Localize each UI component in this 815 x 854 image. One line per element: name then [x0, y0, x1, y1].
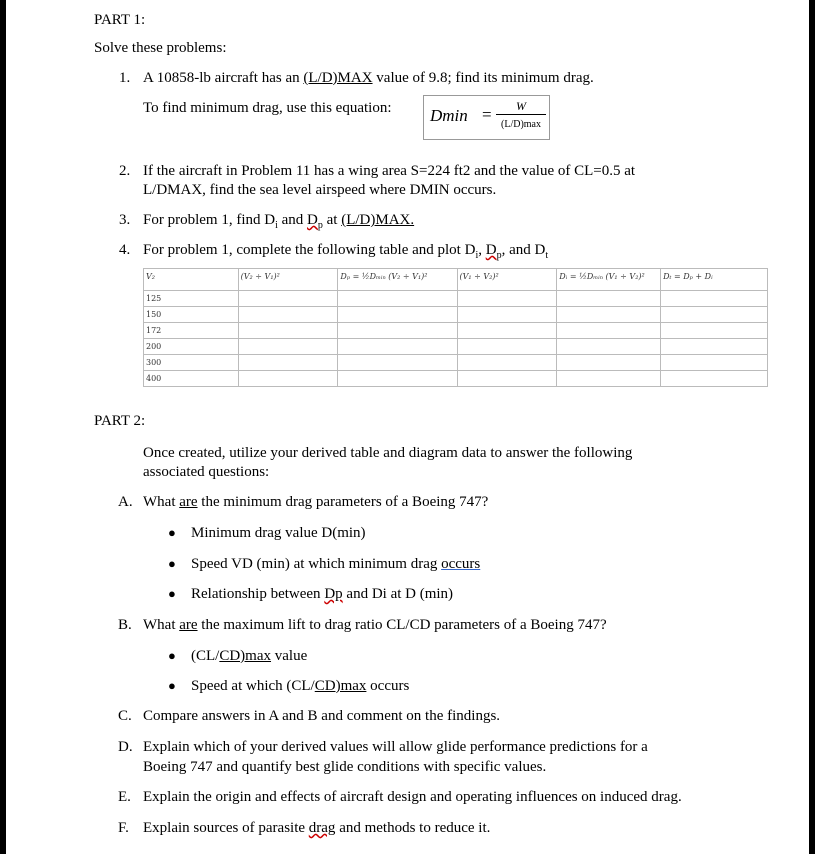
- question-d-letter: D.: [118, 739, 133, 755]
- problem-4-text: For problem 1, complete the following table and plot $D_i$, $D_p$, and $D_t$: [143, 242, 549, 261]
- question-a-text: What are the minimum drag parameters of a Boeing 747?: [143, 494, 489, 510]
- table-cell[interactable]: [338, 339, 457, 355]
- table-cell[interactable]: [338, 291, 457, 307]
- table-cell: 200: [144, 339, 239, 355]
- min-drag-equation: [423, 95, 550, 140]
- table-cell[interactable]: [557, 371, 661, 387]
- table-cell[interactable]: [661, 355, 768, 371]
- question-e-text: Explain the origin and effects of aircraft design and operating influences on induced drag.: [143, 789, 682, 805]
- table-header-cell: Dᵢ = ½Dₘᵢₙ (V₁ ÷ V₂)²: [557, 269, 661, 291]
- problem-2-number: 2.: [119, 163, 131, 179]
- table-cell[interactable]: [457, 371, 557, 387]
- bullet-icon: ●: [168, 678, 176, 693]
- table-cell[interactable]: [238, 291, 338, 307]
- question-d-line2: Boeing 747 and quantify best glide conditions with specific values.: [143, 759, 547, 775]
- problem-3-number: 3.: [119, 212, 131, 228]
- problem-3-text: For problem 1, find $D_i$ and $D_p$ at (L/D)MAX.: [143, 212, 415, 231]
- equation-lhs: Dmin: [430, 106, 468, 125]
- question-a-bullet-1: Minimum drag value D(min): [191, 525, 366, 541]
- table-header-cell: V₂: [144, 269, 239, 291]
- problem-1-text: A 10858-lb aircraft has an (L/D)MAX value of 9.8; find its minimum drag.: [143, 70, 594, 86]
- question-c-letter: C.: [118, 708, 132, 724]
- table-cell[interactable]: [338, 371, 457, 387]
- equals-sign: =: [482, 105, 492, 124]
- document-page: [6, 0, 809, 854]
- question-b-letter: B.: [118, 617, 132, 633]
- problem-2-line1: If the aircraft in Problem 11 has a wing area S=224 ft2 and the value of CL=0.5 at: [143, 163, 636, 179]
- table-cell[interactable]: [457, 323, 557, 339]
- table-cell[interactable]: [238, 339, 338, 355]
- table-row: [144, 371, 768, 387]
- part1-heading: PART 1:: [94, 12, 146, 28]
- question-c-text: Compare answers in A and B and comment on the findings.: [143, 708, 501, 724]
- problem-1-number: 1.: [119, 70, 131, 86]
- table-cell[interactable]: [661, 291, 768, 307]
- table-cell[interactable]: [338, 307, 457, 323]
- question-a-bullet-2: Speed VD (min) at which minimum drag occurs: [191, 556, 481, 572]
- table-header-row: [144, 269, 768, 291]
- bullet-icon: ●: [168, 648, 176, 663]
- table-cell[interactable]: [457, 307, 557, 323]
- table-cell[interactable]: [661, 339, 768, 355]
- part2-intro-line1: Once created, utilize your derived table and diagram data to answer the following: [143, 445, 633, 461]
- equation-denominator: (L/D)max: [501, 119, 541, 130]
- table-row: [144, 355, 768, 371]
- table-cell: 125: [144, 291, 239, 307]
- table-row: [144, 307, 768, 323]
- table-cell[interactable]: [557, 355, 661, 371]
- part1-intro: Solve these problems:: [94, 40, 227, 56]
- bullet-icon: ●: [168, 525, 176, 540]
- problem-2-line2: L/DMAX, find the sea level airspeed where DMIN occurs.: [143, 182, 497, 198]
- bullet-icon: ●: [168, 556, 176, 571]
- question-b-bullet-1: (CL/CD)max value: [191, 648, 308, 664]
- problem-4-number: 4.: [119, 242, 131, 258]
- bullet-icon: ●: [168, 586, 176, 601]
- table-cell[interactable]: [457, 291, 557, 307]
- equation-fraction: [496, 99, 546, 134]
- question-a-letter: A.: [118, 494, 133, 510]
- table-cell: 172: [144, 323, 239, 339]
- part2-intro-line2: associated questions:: [143, 464, 270, 480]
- table-cell[interactable]: [457, 339, 557, 355]
- equation-numerator: W: [516, 99, 526, 113]
- table-header-cell: (V₁ ÷ V₂)²: [457, 269, 557, 291]
- part2-heading: PART 2:: [94, 413, 146, 429]
- question-b-text: What are the maximum lift to drag ratio CL/CD parameters of a Boeing 747?: [143, 617, 607, 633]
- table-cell[interactable]: [661, 307, 768, 323]
- table-row: [144, 323, 768, 339]
- table-row: [144, 339, 768, 355]
- question-f-letter: F.: [118, 820, 129, 836]
- table-header-cell: (V₂ ÷ V₁)²: [238, 269, 338, 291]
- table-cell[interactable]: [338, 323, 457, 339]
- table-cell[interactable]: [661, 323, 768, 339]
- equation-prompt: To find minimum drag, use this equation:: [143, 100, 392, 116]
- table-cell: 300: [144, 355, 239, 371]
- table-cell: 150: [144, 307, 239, 323]
- question-f-text: Explain sources of parasite drag and methods to reduce it.: [143, 820, 491, 836]
- table-cell[interactable]: [238, 371, 338, 387]
- question-e-letter: E.: [118, 789, 131, 805]
- table-header-cell: Dₚ = ½Dₘᵢₙ (V₂ ÷ V₁)²: [338, 269, 457, 291]
- table-cell[interactable]: [238, 355, 338, 371]
- table-cell[interactable]: [557, 323, 661, 339]
- question-b-bullet-2: Speed at which (CL/CD)max occurs: [191, 678, 410, 694]
- table-cell[interactable]: [338, 355, 457, 371]
- table-cell[interactable]: [457, 355, 557, 371]
- table-cell[interactable]: [557, 307, 661, 323]
- table-row: [144, 291, 768, 307]
- table-cell[interactable]: [661, 371, 768, 387]
- table-cell[interactable]: [557, 339, 661, 355]
- table-header-cell: Dₜ = Dₚ + Dᵢ: [661, 269, 768, 291]
- question-d-line1: Explain which of your derived values will allow glide performance predictions for a: [143, 739, 648, 755]
- table-cell: 400: [144, 371, 239, 387]
- drag-table: [143, 268, 768, 387]
- table-cell[interactable]: [238, 323, 338, 339]
- table-cell[interactable]: [557, 291, 661, 307]
- question-a-bullet-3: Relationship between Dp and Di at D (min): [191, 586, 454, 602]
- table-cell[interactable]: [238, 307, 338, 323]
